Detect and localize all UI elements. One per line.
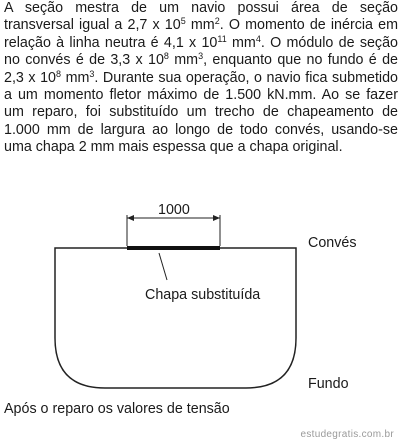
bottom-label: Fundo: [308, 376, 349, 392]
deck-label: Convés: [308, 235, 357, 251]
dimension-arrow-right: [213, 215, 220, 221]
dimension-label: 1000: [158, 202, 190, 218]
hull-outline: [55, 248, 296, 388]
watermark: estudegratis.com.br: [300, 429, 394, 440]
hull-section-figure: [0, 198, 401, 398]
dimension-arrow-left: [127, 215, 134, 221]
footer-text: Após o reparo os valores de tensão: [4, 401, 230, 417]
question-text: A seção mestra de um navio possui área de seção transversal igual a 2,7 x $10^5$ $mm^2$. O momento de inércia em relação à linha neutra é 4,1 x $10^{11}$ $mm^4$. O módulo de seção no convés é de 3,3 x $10^8$ $mm^3$, enquanto que no fundo é de 2,3 x $10^8$ $mm^3$. Durante sua operação, o navio fica submetido a um momento fletor máximo de 1.500 kN.mm. Ao se fazer um reparo, foi substituído um trecho de chapeamento de 1.000 mm de largura ao longo de todo convés, usando-se uma chapa 2 mm mais espessa que a chapa original.: [4, 0, 398, 156]
plate-label: Chapa substituída: [145, 287, 261, 303]
plate-leader-line: [159, 253, 167, 280]
